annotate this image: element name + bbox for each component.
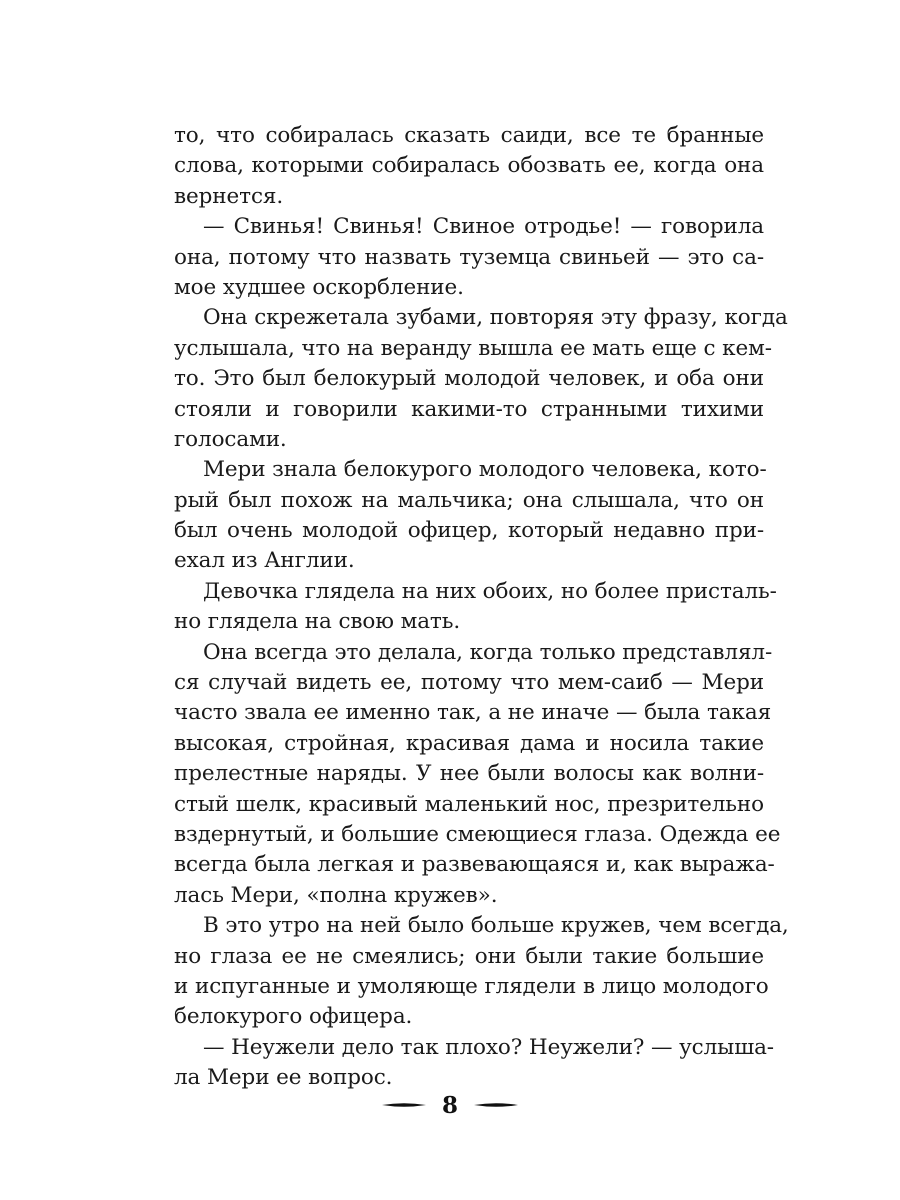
left-dash-ornament: [382, 1100, 426, 1110]
text-line: услышала, что на веранду вышла ее мать еще с кем-: [174, 335, 772, 361]
text-line: был очень молодой офицер, который недавно при-: [174, 518, 764, 544]
text-line: часто звала ее именно так, а не иначе — была такая: [174, 700, 772, 726]
text-line: вернется.: [174, 183, 284, 209]
text-line: ехал из Англии.: [174, 548, 355, 574]
book-page-text: [174, 121, 789, 1094]
text-line: — Свинья! Свинья! Свиное отродье! — говорила: [203, 214, 764, 240]
text-line: лась Мери, «полна кружев».: [174, 882, 498, 908]
page-footer: [0, 1090, 900, 1120]
text-line: белокурого офицера.: [174, 1004, 413, 1030]
text-line: но глядела на свою мать.: [174, 609, 461, 635]
text-line: она, потому что назвать туземца свиньей — это са-: [174, 244, 764, 270]
right-dash-ornament: [474, 1100, 518, 1110]
text-line: но глаза ее не смеялись; они были такие большие: [174, 943, 764, 969]
page-number: 8: [441, 1091, 458, 1119]
text-line: то, что собиралась сказать саиди, все те бранные: [174, 123, 764, 148]
text-line: всегда была легкая и развевающаяся и, как выража-: [174, 852, 775, 878]
text-line: В это утро на ней было больше кружев, чем всегда,: [203, 913, 789, 939]
text-line: стояли и говорили какими-то странными тихими: [174, 396, 764, 422]
text-line: то. Это был белокурый молодой человек, и оба они: [174, 366, 764, 392]
text-line: мое худшее оскорбление.: [174, 274, 464, 300]
text-line: стый шелк, красивый маленький нос, презрительно: [174, 791, 764, 817]
text-line: Она всегда это делала, когда только представлял-: [203, 639, 773, 665]
text-line: ла Мери ее вопрос.: [174, 1065, 393, 1091]
text-line: слова, которыми собиралась обозвать ее, когда она: [174, 153, 764, 179]
text-line: рый был похож на мальчика; она слышала, что он: [174, 487, 764, 513]
text-line: Она скрежетала зубами, повторяя эту фразу, когда: [203, 305, 788, 331]
text-line: ся случай видеть ее, потому что мем-саиб — Мери: [174, 670, 764, 696]
text-line: вздернутый, и большие смеющиеся глаза. Одежда ее: [174, 821, 781, 847]
text-line: высокая, стройная, красивая дама и носила такие: [174, 730, 764, 756]
text-line: голосами.: [174, 426, 287, 452]
text-line: и испуганные и умоляюще глядели в лицо молодого: [174, 973, 769, 999]
text-line: Мери знала белокурого молодого человека, кото-: [203, 457, 767, 483]
text-line: прелестные наряды. У нее были волосы как волни-: [174, 761, 764, 787]
text-line: — Неужели дело так плохо? Неужели? — услыша-: [203, 1034, 774, 1060]
text-line: Девочка глядела на них обоих, но более присталь-: [203, 578, 777, 604]
